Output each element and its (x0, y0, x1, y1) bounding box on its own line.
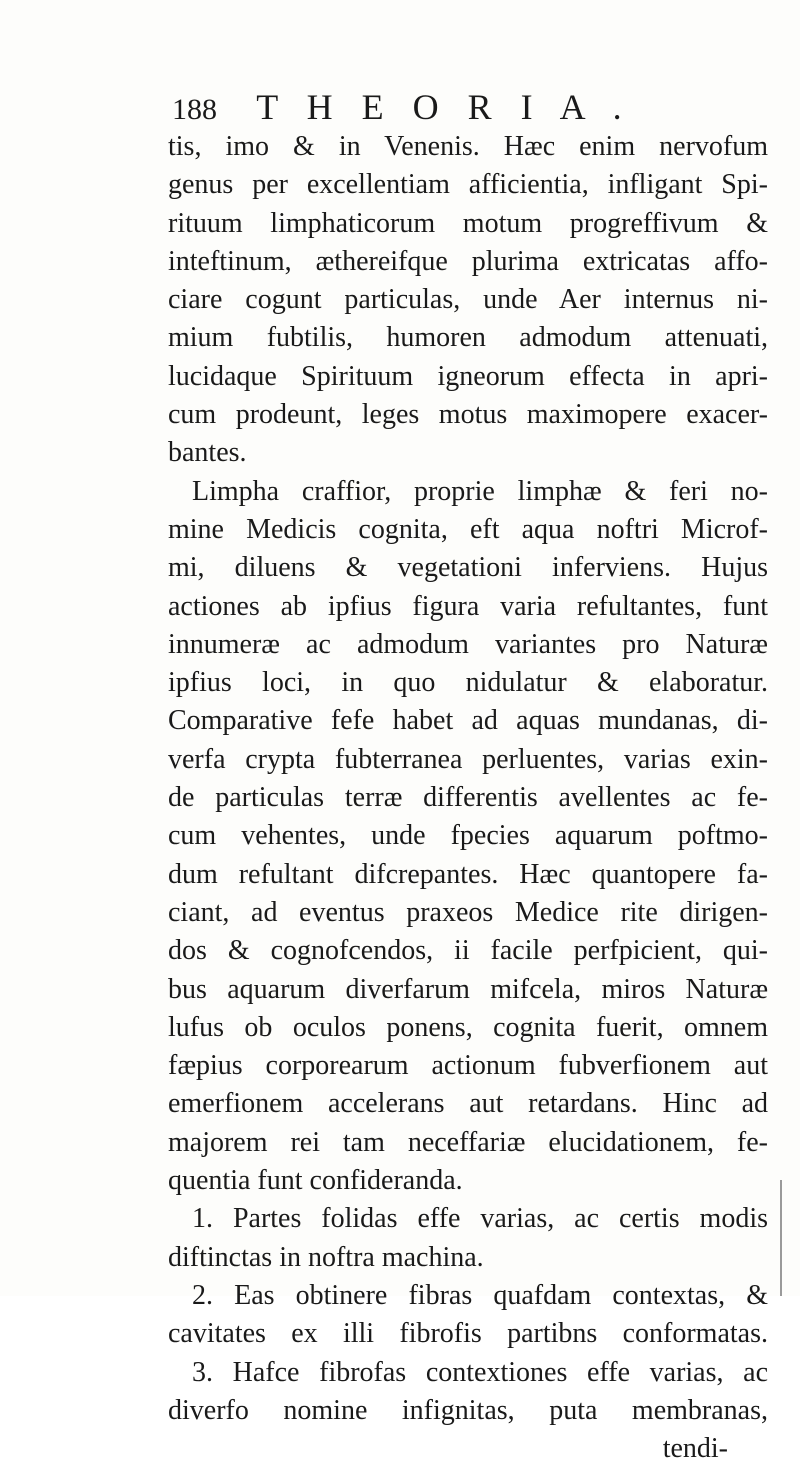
text-line: Limpha craffior, proprie limphæ & feri no- (192, 475, 768, 507)
running-title: T H E O R I A . (256, 87, 632, 127)
text-line: mi, diluens & vegetationi inferviens. Hujus (168, 552, 768, 584)
page-header (172, 82, 692, 132)
text-line: ciare cogunt particulas, unde Aer internus ni- (168, 284, 768, 316)
text-line: dos & cognofcendos, ii facile perfpicient, qui- (168, 935, 768, 967)
text-line: cum prodeunt, leges motus maximopere exacer- (168, 399, 768, 431)
text-line: diverfo nomine infignitas, puta membranas, (168, 1394, 768, 1426)
text-line: emerfionem accelerans aut retardans. Hinc ad (168, 1088, 768, 1120)
text-line: ciant, ad eventus praxeos Medice rite dirigen- (168, 896, 768, 928)
catchword: tendi- (662, 1433, 728, 1465)
page-edge-mark (780, 1180, 782, 1296)
text-line: actiones ab ipfius figura varia refultantes, funt (168, 590, 768, 622)
text-line: bantes. (168, 437, 247, 469)
text-line: ipfius loci, in quo nidulatur & elaboratur. (168, 667, 768, 699)
text-line: de particulas terræ differentis avellentes ac fe- (168, 782, 768, 814)
text-line: diftinctas in noftra machina. (168, 1241, 484, 1273)
numbered-item: 2. Eas obtinere fibras quafdam contextas, & (192, 1279, 768, 1311)
numbered-item: 1. Partes folidas effe varias, ac certis modis (192, 1203, 768, 1235)
text-line: cum vehentes, unde fpecies aquarum poftmo- (168, 820, 768, 852)
text-line: quentia funt confideranda. (168, 1165, 463, 1197)
text-line: cavitates ex illi fibrofis partibns conformatas. (168, 1318, 768, 1350)
text-line: dum refultant difcrepantes. Hæc quantopere fa- (168, 858, 768, 890)
text-line: mium fubtilis, humoren admodum attenuati, (168, 322, 768, 354)
page-number: 188 (172, 93, 217, 126)
numbered-item: 3. Hafce fibrofas contextiones effe varias, ac (192, 1356, 768, 1388)
text-line: fæpius corporearum actionum fubverfionem aut (168, 1050, 768, 1082)
text-line: bus aquarum diverfarum mifcela, miros Naturæ (168, 973, 768, 1005)
text-line: innumeræ ac admodum variantes pro Naturæ (168, 628, 768, 660)
text-line: lucidaque Spirituum igneorum effecta in apri- (168, 360, 768, 392)
text-line: tis, imo & in Venenis. Hæc enim nervofum (168, 131, 768, 162)
text-line: rituum limphaticorum motum progreffivum & (168, 207, 768, 239)
text-line: verfa crypta fubterranea perluentes, varias exin- (168, 743, 768, 775)
text-line: mine Medicis cognita, eft aqua noftri Microf- (168, 513, 768, 545)
text-line: lufus ob oculos ponens, cognita fuerit, omnem (168, 1011, 768, 1043)
text-line: majorem rei tam neceffariæ elucidationem, fe- (168, 1126, 768, 1158)
body-text (168, 128, 768, 1468)
text-line: genus per excellentiam afficientia, infligant Spi- (168, 169, 768, 201)
text-line: inteftinum, æthereifque plurima extricatas affo- (168, 245, 768, 277)
text-line: Comparative fefe habet ad aquas mundanas, di- (168, 705, 768, 737)
